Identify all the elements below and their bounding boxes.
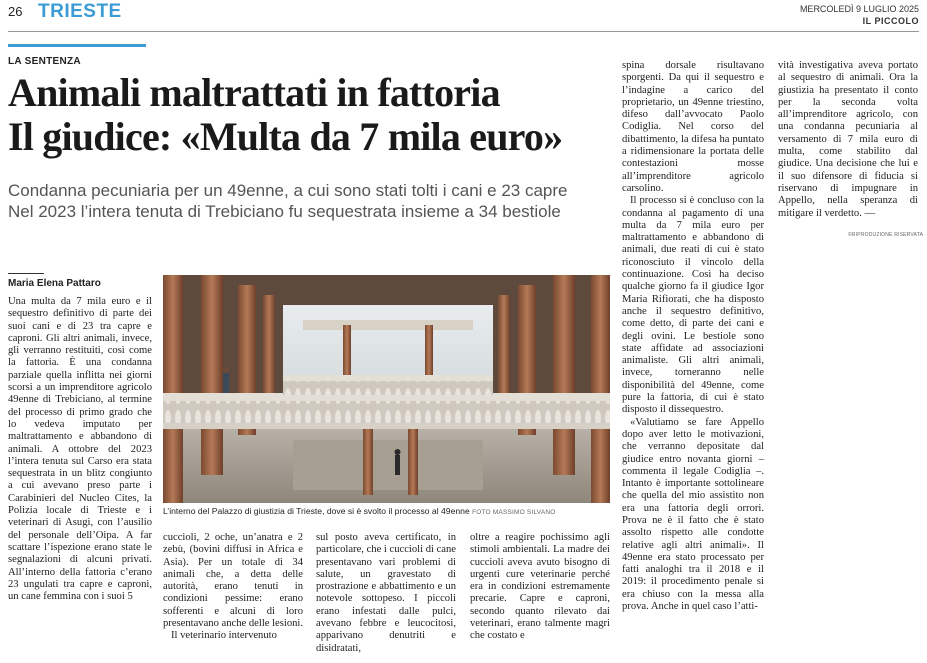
- article-column-6: [778, 60, 918, 220]
- paragraph: Il processo si è concluso con la condanna al pagamento di una multa da 7 mila euro per maltrattamento e abbandono di animali, due reati di cui è stato riconosciuto il vincolo della continuazione. Così ha deciso qualche giorno fa il giudice Igor Maria Rifiorati, che ha disposto anche il sequestro definitivo, come detto, di parte dei cani e degli ovini. Le bestiole sono state affidate ad associazioni animaliste. Gli altri animali, invece, torneranno nelle disponibilità del 49enne, come pure la fattoria, di cui è stato disposto il dissequestro.: [622, 195, 764, 416]
- paragraph: spina dorsale risultavano sporgenti. Da qui il sequestro e l’indagine a carico del proprietario, un 49enne triestino, difeso dall’avvocato Paolo Codiglia. Nel corso del dibattimento, la difesa ha puntato a ridimensionare la portata delle contestazioni mosse all’imprenditore agricolo carsolino.: [622, 60, 764, 194]
- byline: Maria Elena Pattaro: [8, 278, 101, 289]
- photo-credit: FOTO MASSIMO SILVANO: [472, 509, 556, 516]
- section-title: TRIESTE: [38, 1, 122, 22]
- headline-line-1: Animali maltrattati in fattoria: [8, 70, 500, 115]
- photo-caption: [163, 506, 610, 516]
- byline-rule: [8, 273, 44, 274]
- publication-name: IL PICCOLO: [862, 16, 919, 26]
- article-column-1: [8, 296, 152, 603]
- courthouse-photo: [163, 275, 610, 503]
- copyright-notice: ©RIPRODUZIONE RISERVATA: [848, 232, 924, 238]
- paragraph: vità investigativa aveva portato al sequestro di animali. Ora la giustizia ha presentato il conto per la seconda volta all’imprenditore agricolo, con una condanna pecuniaria al versamento di 7 mila euro di multa, come stabilito dal giudice. Una decisione che lui e il suo difensore di fiducia si riservano di impugnare in Appello, nella speranza di mitigare il verdetto. —: [778, 60, 918, 219]
- article-column-3: [316, 532, 456, 655]
- paragraph: sul posto aveva certificato, in particolare, che i cuccioli di cane presentavano vari problemi di salute, un gravestato di prostrazione e abbattimento e un notevole sottopeso. I piccoli erano infestati dalle pulci, avevano febbre e leucocitosi, apparivano denutriti e disidratati,: [316, 532, 456, 654]
- subhead-line-1: Condanna pecuniaria per un 49enne, a cui sono stati tolti i cani e 23 capre: [8, 181, 568, 200]
- issue-date: MERCOLEDÌ 9 LUGLIO 2025: [799, 4, 919, 14]
- masthead-info: [800, 3, 919, 27]
- article-subhead: [8, 180, 618, 222]
- paragraph: cuccioli, 2 oche, un’anatra e 2 zebù, (bovini diffusi in Africa e Asia). Per un totale di 34 animali che, a detta delle autorità, erano tenuti in condizioni pessime: erano sofferenti e alcuni di loro presentavano anche delle lesioni.: [163, 532, 304, 630]
- article-kicker: LA SENTENZA: [8, 56, 81, 67]
- article-column-2: [163, 532, 303, 643]
- header-divider: [8, 31, 919, 32]
- kicker-accent-bar: [8, 44, 146, 47]
- article-headline: [8, 71, 618, 159]
- paragraph: oltre a reagire pochissimo agli stimoli ambientali. La madre dei cuccioli aveva avuto bisogno di urgenti cure veterinarie perché era in condizioni estremamente precarie. Capre e caproni, secondo quanto rilevato dai veterinari, erano talmente magri che costato e: [470, 532, 610, 642]
- subhead-line-2: Nel 2023 l’intera tenuta di Trebiciano fu sequestrata insieme a 34 bestiole: [8, 202, 561, 221]
- page-number: 26: [8, 4, 23, 19]
- article-column-4: [470, 532, 610, 643]
- courthouse-interior-image: [163, 275, 610, 503]
- paragraph: Il veterinario intervenuto: [171, 630, 277, 642]
- caption-text: L’interno del Palazzo di giustizia di Trieste, dove si è svolto il processo al 49enne: [163, 506, 470, 516]
- headline-line-2: Il giudice: «Multa da 7 mila euro»: [8, 114, 563, 159]
- article-column-5: [622, 60, 764, 613]
- paragraph: «Valutiamo se fare Appello dopo aver letto le motivazioni, che verranno depositate dal giudice entro novanta giorni – commenta il legale Codiglia –. Intanto è importante sottolineare che quella del mio assistito non era una fattoria degli orrori. Prova ne è il fatto che è stato assolto rispetto alle condotte relative agli altri animali». Il 49enne era stato processato per fatti analoghi tra il 2018 e il 2019: il procedimento penale si era chiuso con la messa alla prova. Anche in quel caso l’atti-: [622, 416, 764, 613]
- paragraph: Una multa da 7 mila euro e il sequestro definitivo di parte dei suoi cani e di 23 tra capre e caproni. Gli altri animali, invece, gli verranno restituiti, così come la fattoria. È una condanna parziale quella inflitta nei giorni scorsi a un imprenditore agricolo 49enne di Trebiciano, al termine del processo di primo grado che lo vedeva imputato per maltrattamento e abbandono di animali. A ottobre del 2023 l’intera tenuta sul Carso era stata sequestrata in un blitz congiunto a cui avevano preso parte i Carabinieri del Nucleo Cites, la Polizia locale di Trieste e i veterinari di Asugi, con l’ausilio del personale dell’Oipa. A far scattare l’ispezione erano state le segnalazioni di alcuni privati. All’interno della fattoria c’erano 23 ungulati tra capre e caproni, un cane femmina con i suoi 5: [8, 296, 152, 603]
